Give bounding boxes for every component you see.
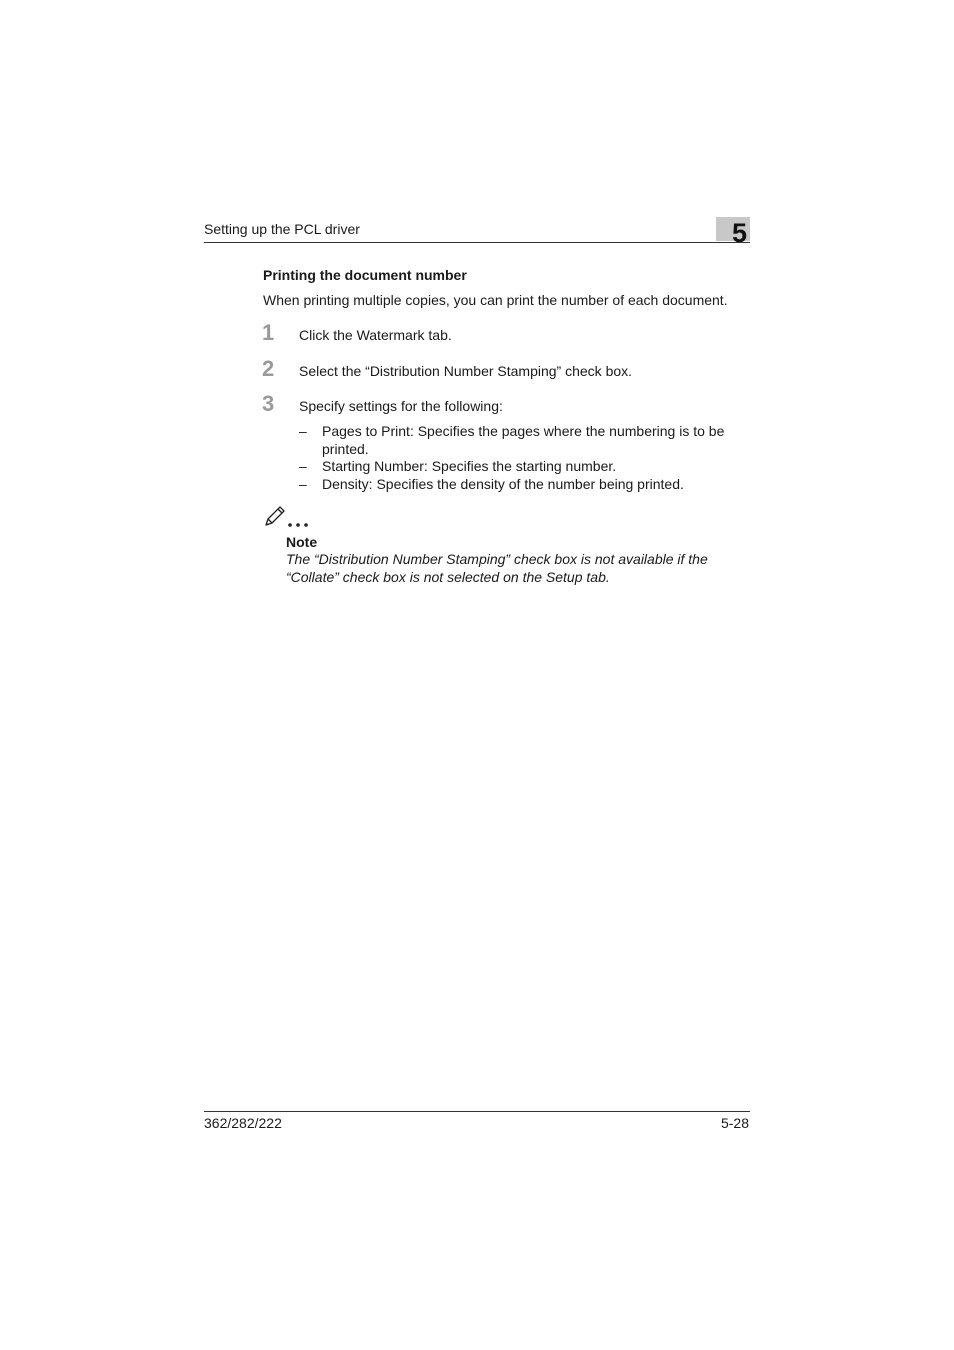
header-divider bbox=[204, 242, 750, 243]
section-heading: Printing the document number bbox=[263, 267, 467, 283]
footer-page-number: 5-28 bbox=[720, 1115, 749, 1131]
bullet-dash: – bbox=[299, 475, 307, 492]
bullet-dash: – bbox=[299, 458, 307, 474]
chapter-number-tab bbox=[716, 217, 750, 248]
bullet-dash: – bbox=[299, 423, 307, 439]
list-item bbox=[299, 458, 749, 476]
list-item bbox=[299, 476, 749, 494]
settings-list bbox=[299, 423, 749, 493]
note-label: Note bbox=[286, 534, 318, 550]
section-intro: When printing multiple copies, you can print the number of each document. bbox=[263, 292, 728, 308]
step-number: 1 bbox=[262, 320, 275, 345]
step-text: Select the “Distribution Number Stamping” check box. bbox=[299, 363, 633, 379]
running-header-title: Setting up the PCL driver bbox=[204, 221, 360, 237]
step-text: Specify settings for the following: bbox=[299, 398, 503, 414]
step-number: 2 bbox=[262, 356, 275, 381]
chapter-number: 5 bbox=[731, 218, 747, 248]
step-text: Click the Watermark tab. bbox=[299, 327, 452, 343]
list-item-text: Starting Number: Specifies the starting number. bbox=[322, 458, 617, 474]
pencil-note-icon bbox=[262, 504, 312, 530]
step-number: 3 bbox=[262, 391, 275, 416]
footer-divider bbox=[204, 1111, 750, 1112]
footer-model: 362/282/222 bbox=[204, 1115, 282, 1131]
list-item-text: Pages to Print: Specifies the pages where the numbering is to be printed. bbox=[322, 423, 725, 457]
note-text: The “Distribution Number Stamping” check box is not available if the “Collate” check box is not selected on the Setup tab. bbox=[286, 551, 708, 585]
list-item bbox=[299, 423, 749, 458]
list-item-text: Density: Specifies the density of the number being printed. bbox=[322, 475, 684, 492]
